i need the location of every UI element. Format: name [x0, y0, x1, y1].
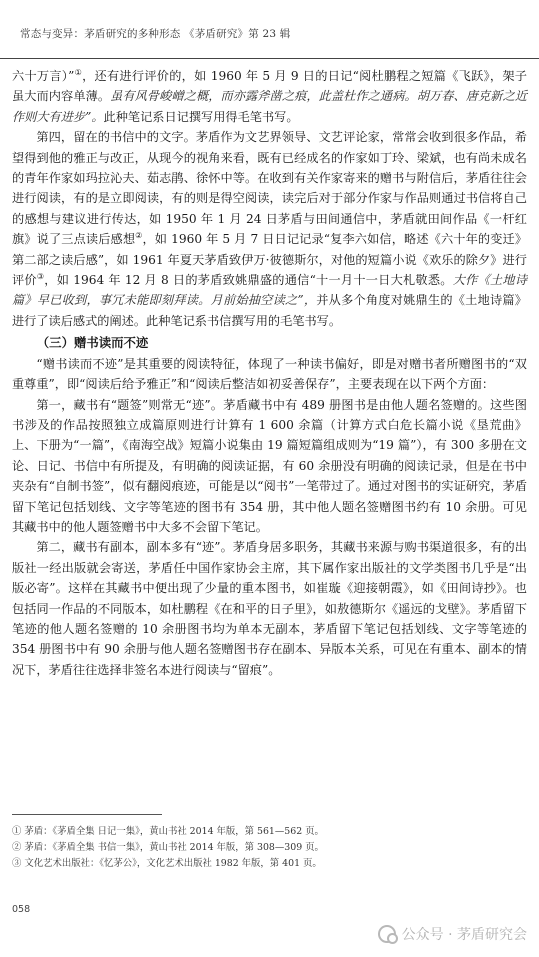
header-divider	[0, 58, 539, 59]
footnote-mark-2: ②	[135, 231, 143, 241]
paragraph-intro: “赠书读而不迹”是其重要的阅读特征，体现了一种读书偏好，即是对赠书者所赠图书的“双重尊重”，即“阅读后给予雅正”和“阅读后整洁如初妥善保存”，主要表现在以下两个方面：	[12, 356, 527, 392]
footnote-3: ③ 文化艺术出版社：《忆茅公》，文化艺术出版社 1982 年版，第 401 页。	[12, 858, 322, 869]
paragraph-diary-evaluation: 六十万言）”①，还有进行评价的，如 1960 年 5 月 9 日的日记“阅杜鹏程之短篇《飞跃》，架子虽大而内容单薄。虽有风骨峻嶒之概，而亦露斧凿之痕，此盖杜作之通病。胡万春、唐克新之近作则大有进步”。此种笔记系日记撰写用得毛笔书写。	[12, 67, 528, 124]
footnote-2: ② 茅盾：《茅盾全集 书信一集》，黄山书社 2014 年版，第 308—309 页。	[12, 842, 324, 853]
paragraph-point-one: 第一，藏书有“题签”则常无“迹”。茅盾藏书中有 489 册图书是由他人题名签赠的。这些图书涉及的作品按照独立成篇原则进行计算有 1 600 余篇（计算方式白危长篇小说《垦荒曲》上、下册为“一篇”，《南海空战》短篇小说集由 19 篇短篇组成则为“19 篇”），有 300 多册在文论、日记、书信中有所提及，有明确的阅读证据，有 60 余册没有明确的阅读记录，但是在书中夹杂有“自制书签”，似有翻阅痕迹，可能是以“阅书”一笔带过了。通过对图书的实证研究，茅盾留下笔记包括划线、文字等笔迹的图书有 354 册，其中他人题名签赠图书约有 10 余册。可见其藏书中的他人题签赠书中大多不会留下笔记。	[12, 397, 527, 534]
running-header: 常态与变异：茅盾研究的多种形态 《茅盾研究》第 23 辑	[20, 28, 291, 40]
section-heading: （三）赠书读而不迹	[36, 335, 149, 351]
brush-script-quote: 大作《土地诗篇》早已收到，事冗未能即刻拜读。月前始抽空读之”，	[12, 273, 528, 308]
article-body	[12, 66, 527, 680]
wechat-logo-icon	[378, 925, 396, 943]
watermark	[378, 924, 527, 944]
paragraph-point-two: 第二，藏书有副本，副本多有“迹”。茅盾身居多职务，其藏书来源与购书渠道很多，有的出版社一经出版就会寄送，茅盾任中国作家协会主席，其下属作家出版社的文学类图书几乎是“出版必寄”。这样在其藏书中便出现了少量的重本图书，如崔璇《迎接朝霞》，如《田间诗抄》。也包括同一作品的不同版本，如杜鹏程《在和平的日子里》，如敖德斯尔《遥远的戈壁》。茅盾留下笔迹的他人题名签赠的 10 余册图书均为单本无副本，茅盾留下笔记包括划线、文字等笔迹的 354 册图书中有 90 余册与他人题名签赠图书存在副本、异版本关系，可见在有重本、副本的情况下，茅盾往往选择非签名本进行阅读与“留痕”。	[12, 540, 527, 677]
brush-script-quote: 虽有风骨峻嶒之概，而亦露斧凿之痕，此盖杜作之通病。胡万春、唐克新之近作则大有进步”。	[12, 89, 528, 124]
page-number: 058	[12, 904, 31, 915]
footnote-mark-3: ③	[36, 272, 45, 281]
footnote-1: ① 茅盾：《茅盾全集 日记一集》，黄山书社 2014 年版，第 561—562 页。	[12, 826, 324, 837]
watermark-text: 公众号 · 茅盾研究会	[401, 927, 527, 943]
paragraph-letters: 第四，留在的书信中的文字。茅盾作为文艺界领导、文艺评论家，常常会收到很多作品，希望得到他的雅正与改正，从现今的视角来看，既有已经成名的作家如丁玲、梁斌，也有尚未成名的青年作家如玛拉沁夫、茹志鹃、徐怀中等。在收到有关作家寄来的赠书与附信后，茅盾往往会进行阅读，有的是立即阅读，有的则是得空阅读，读完后对于部分作家与作品则通过书信将自己的感想与建议进行传达，如 1950 年 1 月 24 日茅盾与田间通信中，茅盾就田间作品《一杆红旗》说了三点读后感想②，如 1960 年 5 月 7 日日记记录“复李六如信，略述《六十年的变迁》第二部之读后感”，如 1961 年夏天茅盾致伊万·彼德斯尔，对他的短篇小说《欢乐的除夕》进行评价③，如 1964 年 12 月 8 日的茅盾致姚鼎盛的通信“十一月十一日大札敬悉。大作《土地诗篇》早已收到，事冗未能即刻拜读。月前始抽空读之”，并从多个角度对姚鼎生的《土地诗篇》进行了读后感式的阐述。此种笔记系书信撰写用的毛笔书写。	[12, 130, 528, 328]
footnote-mark-1: ①	[74, 67, 83, 77]
footnote-divider	[12, 814, 162, 815]
footnotes	[12, 824, 527, 872]
